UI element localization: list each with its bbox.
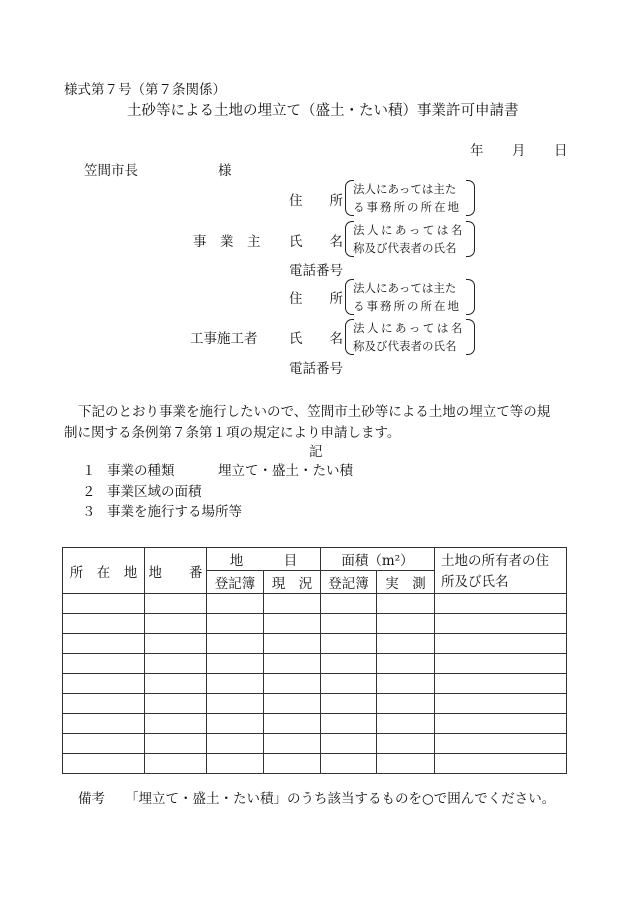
header-lot: 地 番 [145, 548, 207, 594]
table-row [63, 694, 567, 714]
table-cell [63, 654, 145, 674]
contractor-name-label: 氏 名 [289, 331, 343, 347]
table-cell [145, 754, 207, 774]
table-cell [264, 654, 321, 674]
table-cell [264, 674, 321, 694]
table-cell [207, 734, 264, 754]
table-cell [63, 674, 145, 694]
date-year: 年 [470, 143, 484, 159]
table-cell [63, 614, 145, 634]
item-3-num: ３ [82, 504, 96, 520]
table-cell [321, 694, 377, 714]
table-cell [145, 614, 207, 634]
table-cell [207, 754, 264, 774]
table-cell [145, 594, 207, 614]
table-cell [321, 614, 377, 634]
table-row [63, 614, 567, 634]
body-text-line-2: 制に関する条例第７条第１項の規定により申請します。 [64, 425, 401, 441]
item-2-num: ２ [82, 484, 96, 500]
table-cell [264, 734, 321, 754]
table-cell [435, 614, 567, 634]
business-owner-name-note: 法人にあっては名 称及び代表者の氏名 [353, 221, 467, 257]
contractor-address-note: 法人にあっては主た る事務所の所在地 [353, 279, 467, 315]
table-cell [145, 734, 207, 754]
table-cell [63, 734, 145, 754]
table-cell [377, 654, 435, 674]
table-cell [207, 654, 264, 674]
remarks-text: 「埋立て・盛土・たい積」のうち該当するものを○で囲んでください。 [125, 791, 556, 807]
table-cell [377, 674, 435, 694]
header-owner: 土地の所有者の住 所及び氏名 [435, 548, 567, 594]
table-cell [377, 754, 435, 774]
business-owner-address-note: 法人にあっては主た る事務所の所在地 [353, 180, 467, 216]
table-cell [145, 674, 207, 694]
table-cell [321, 714, 377, 734]
table-cell [207, 634, 264, 654]
document-title: 土砂等による土地の埋立て（盛土・たい積）事業許可申請書 [127, 103, 519, 119]
table-cell [63, 714, 145, 734]
table-cell [435, 694, 567, 714]
table-cell [63, 754, 145, 774]
land-table [62, 547, 567, 774]
header-area: 面積（m²） [321, 548, 435, 571]
table-cell [377, 594, 435, 614]
contractor-name-note: 法人にあっては名 称及び代表者の氏名 [353, 319, 467, 355]
table-cell [63, 594, 145, 614]
table-cell [435, 594, 567, 614]
table-cell [207, 714, 264, 734]
table-cell [377, 634, 435, 654]
date-month: 月 [512, 143, 526, 159]
item-2-label: 事業区域の面積 [107, 484, 202, 500]
table-cell [377, 714, 435, 734]
addressee-honorific: 様 [218, 163, 232, 179]
table-cell [264, 754, 321, 774]
table-cell [377, 734, 435, 754]
table-cell [63, 634, 145, 654]
table-cell [207, 694, 264, 714]
item-1-num: １ [82, 463, 96, 479]
table-cell [321, 594, 377, 614]
table-row [63, 654, 567, 674]
table-row [63, 594, 567, 614]
contractor-label: 工事施工者 [190, 331, 258, 347]
table-cell [321, 754, 377, 774]
table-row [63, 714, 567, 734]
table-cell [145, 714, 207, 734]
item-1-label: 事業の種類 [107, 463, 175, 479]
business-owner-name-label: 氏 名 [289, 234, 343, 250]
table-cell [145, 634, 207, 654]
table-cell [435, 634, 567, 654]
table-cell [145, 654, 207, 674]
item-3-label: 事業を施行する場所等 [107, 504, 242, 520]
business-owner-address-label: 住 所 [289, 193, 343, 209]
header-actual: 現 況 [264, 571, 321, 594]
table-cell [63, 694, 145, 714]
header-registry: 登記簿 [207, 571, 264, 594]
table-cell [377, 614, 435, 634]
table-cell [207, 674, 264, 694]
table-cell [264, 594, 321, 614]
business-owner-phone-label: 電話番号 [289, 263, 343, 279]
table-cell [435, 754, 567, 774]
table-cell [321, 674, 377, 694]
table-cell [207, 594, 264, 614]
table-row [63, 634, 567, 654]
contractor-phone-label: 電話番号 [289, 361, 343, 377]
table-cell [145, 694, 207, 714]
table-cell [264, 694, 321, 714]
table-cell [321, 654, 377, 674]
addressee-name: 笠間市長 [84, 163, 138, 179]
header-location: 所 在 地 [63, 548, 145, 594]
table-row [63, 674, 567, 694]
body-text-line-1: 下記のとおり事業を施行したいので、笠間市土砂等による土地の埋立て等の規 [78, 404, 551, 420]
table-cell [264, 634, 321, 654]
table-cell [321, 634, 377, 654]
contractor-address-label: 住 所 [289, 291, 343, 307]
table-cell [435, 654, 567, 674]
header-measured: 実 測 [377, 571, 435, 594]
table-cell [377, 694, 435, 714]
table-row [63, 734, 567, 754]
table-cell [435, 674, 567, 694]
date-day: 日 [554, 143, 568, 159]
table-cell [435, 714, 567, 734]
business-owner-label: 事 業 主 [193, 234, 261, 250]
item-1-value: 埋立て・盛土・たい積 [218, 463, 353, 479]
form-label: 様式第７号（第７条関係） [64, 82, 226, 98]
remarks-label: 備考 [78, 791, 105, 807]
table-row [63, 754, 567, 774]
header-area-registry: 登記簿 [321, 571, 377, 594]
ki-heading: 記 [309, 444, 323, 460]
table-cell [264, 614, 321, 634]
header-land-category: 地 目 [207, 548, 321, 571]
table-cell [435, 734, 567, 754]
table-cell [321, 734, 377, 754]
table-cell [207, 614, 264, 634]
table-cell [264, 714, 321, 734]
